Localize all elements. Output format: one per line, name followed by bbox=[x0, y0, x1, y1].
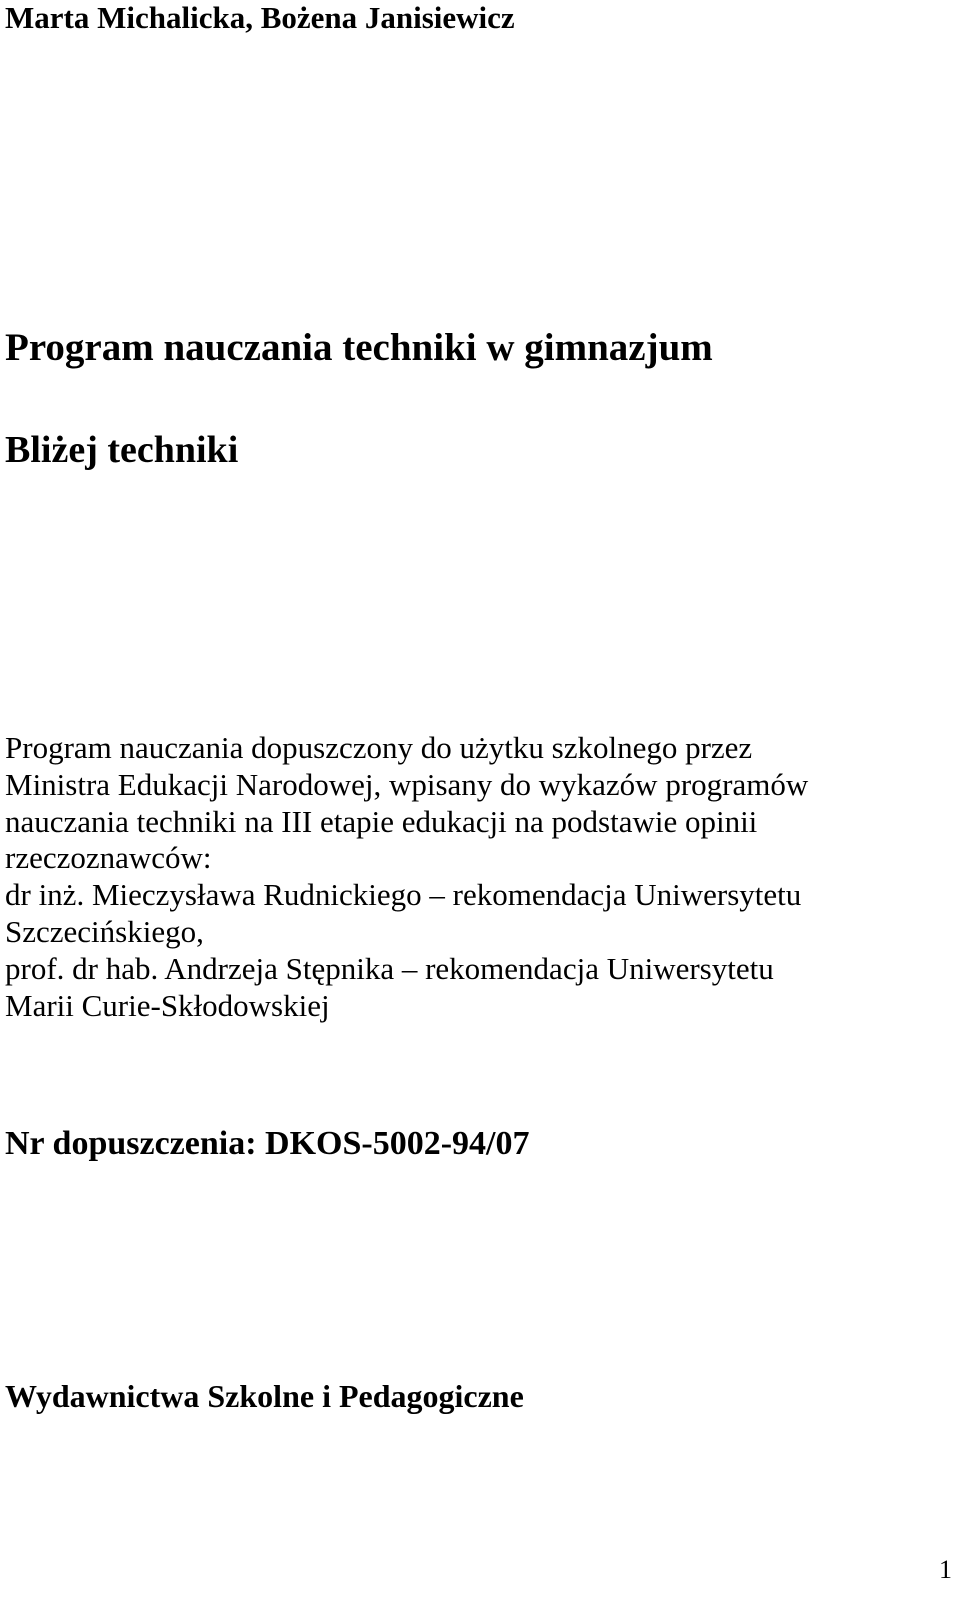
document-subtitle: Bliżej techniki bbox=[5, 429, 239, 471]
reviewer-line: dr inż. Mieczysława Rudnickiego – rekomendacja Uniwersytetu bbox=[5, 877, 802, 913]
publisher: Wydawnictwa Szkolne i Pedagogiczne bbox=[5, 1378, 524, 1414]
reviewer-line: prof. dr hab. Andrzeja Stępnika – rekomendacja Uniwersytetu bbox=[5, 950, 774, 986]
approval-line: Ministra Edukacji Narodowej, wpisany do wykazów programów bbox=[5, 766, 809, 802]
approval-line: Program nauczania dopuszczony do użytku szkolnego przez bbox=[5, 730, 753, 765]
reviewer-line: Szczecińskiego, bbox=[5, 913, 204, 949]
approval-line: rzeczoznawców: bbox=[5, 840, 212, 876]
document-title: Program nauczania techniki w gimnazjum bbox=[5, 326, 713, 369]
approval-line: nauczania techniki na III etapie edukacji na podstawie opinii bbox=[5, 803, 758, 839]
reviewer-line: Marii Curie-Skłodowskiej bbox=[5, 987, 330, 1023]
page-number: 1 bbox=[939, 1555, 952, 1584]
permit-number: Nr dopuszczenia: DKOS-5002-94/07 bbox=[5, 1125, 530, 1162]
approval-statement bbox=[5, 730, 955, 1024]
authors: Marta Michalicka, Bożena Janisiewicz bbox=[5, 0, 515, 35]
